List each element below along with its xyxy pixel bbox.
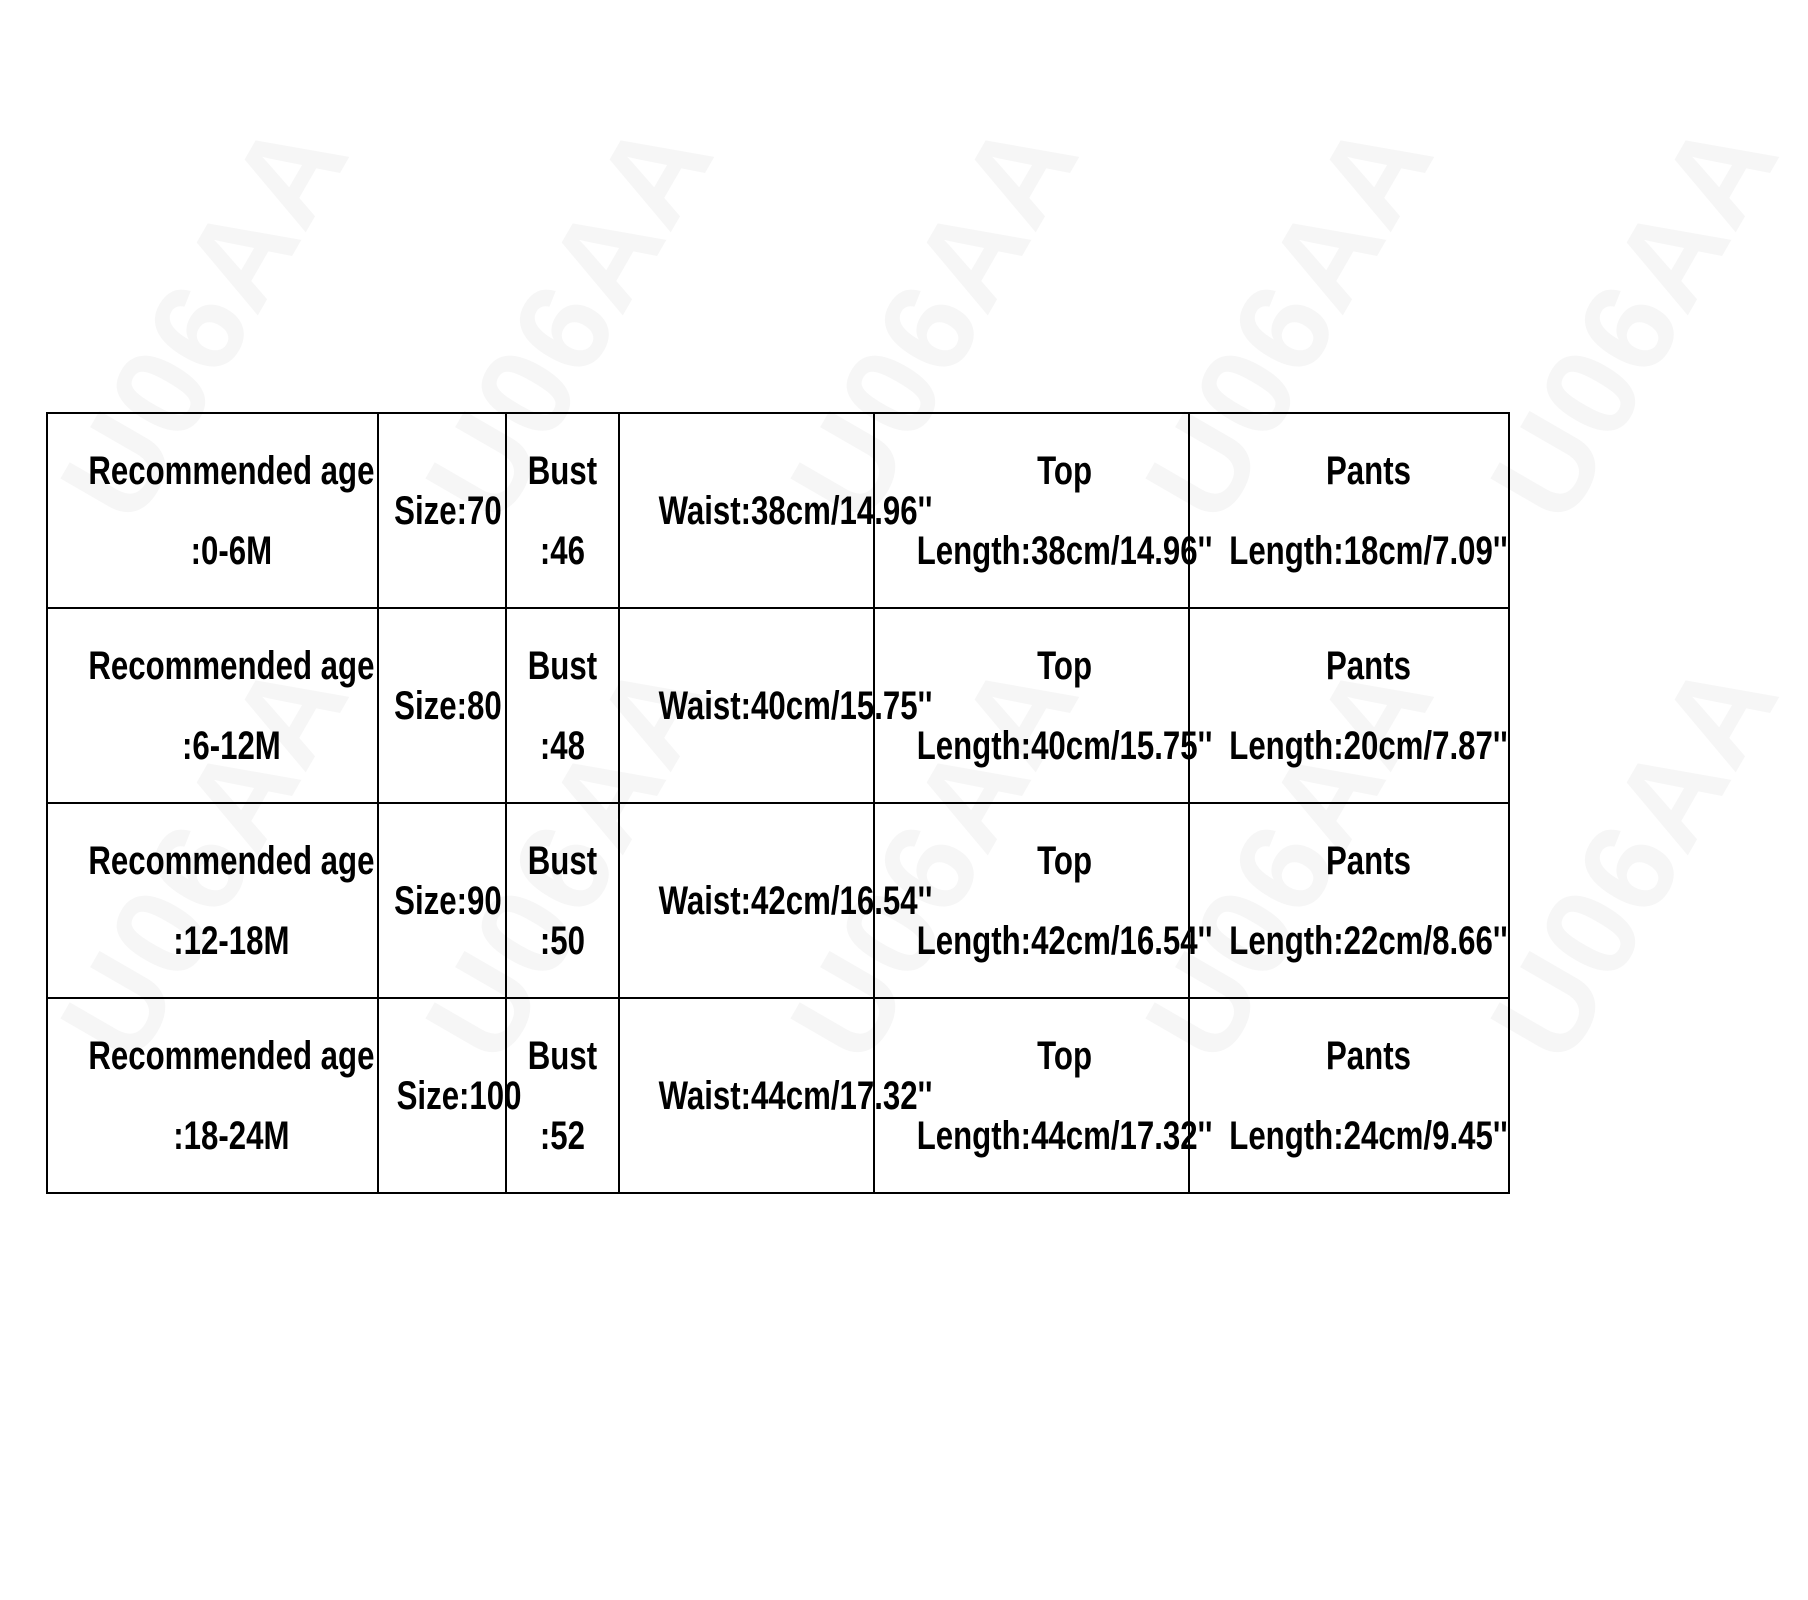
age-value: :12-18M <box>173 918 290 963</box>
age-cell <box>47 998 378 1193</box>
bust-cell <box>506 608 619 803</box>
bust-value: :52 <box>539 1113 586 1158</box>
bust-label: Bust <box>527 643 598 688</box>
size-value: Size:100 <box>396 1073 522 1118</box>
waist-cell <box>619 608 933 803</box>
bust-cell <box>506 998 619 1193</box>
pants-length-value: Length:22cm/8.66'' <box>1229 918 1508 963</box>
age-value: :18-24M <box>173 1113 290 1158</box>
top-label: Top <box>1037 643 1093 688</box>
size-chart-table <box>46 412 1510 1194</box>
table-row <box>47 998 1509 1193</box>
age-cell <box>47 608 378 803</box>
pants-length-cell <box>1189 608 1509 803</box>
size-value: Size:90 <box>394 878 502 923</box>
bust-value: :50 <box>539 918 586 963</box>
age-label: Recommended age <box>88 448 375 493</box>
table-row <box>47 413 1509 608</box>
top-length-cell <box>874 998 1213 1193</box>
bust-value: :46 <box>539 528 586 573</box>
bust-label: Bust <box>527 838 598 883</box>
size-cell <box>378 803 506 998</box>
top-length-value: Length:38cm/14.96'' <box>916 528 1213 573</box>
pants-label: Pants <box>1325 448 1411 493</box>
top-length-cell <box>874 608 1213 803</box>
pants-label: Pants <box>1325 838 1411 883</box>
waist-value: Waist:40cm/15.75'' <box>658 683 933 728</box>
age-value: :0-6M <box>190 528 273 573</box>
bust-label: Bust <box>527 448 598 493</box>
age-cell <box>47 413 378 608</box>
bust-cell <box>506 413 619 608</box>
top-label: Top <box>1037 448 1093 493</box>
pants-length-cell <box>1189 803 1509 998</box>
pants-length-cell <box>1189 413 1509 608</box>
top-length-value: Length:44cm/17.32'' <box>916 1113 1213 1158</box>
top-label: Top <box>1037 1033 1093 1078</box>
waist-value: Waist:42cm/16.54'' <box>658 878 933 923</box>
pants-length-value: Length:18cm/7.09'' <box>1229 528 1508 573</box>
age-cell <box>47 803 378 998</box>
waist-cell <box>619 413 933 608</box>
waist-cell <box>619 803 933 998</box>
waist-value: Waist:38cm/14.96'' <box>658 488 933 533</box>
watermark <box>1460 92 1808 545</box>
age-value: :6-12M <box>181 723 281 768</box>
size-value: Size:80 <box>394 683 502 728</box>
table-row <box>47 803 1509 998</box>
age-label: Recommended age <box>88 838 375 883</box>
waist-value: Waist:44cm/17.32'' <box>658 1073 933 1118</box>
bust-cell <box>506 803 619 998</box>
pants-length-value: Length:20cm/7.87'' <box>1229 723 1508 768</box>
top-length-value: Length:40cm/15.75'' <box>916 723 1213 768</box>
top-length-cell <box>874 803 1213 998</box>
size-cell <box>378 998 522 1193</box>
bust-value: :48 <box>539 723 586 768</box>
size-value: Size:70 <box>394 488 502 533</box>
pants-label: Pants <box>1325 643 1411 688</box>
pants-length-cell <box>1189 998 1509 1193</box>
age-label: Recommended age <box>88 1033 375 1078</box>
pants-length-value: Length:24cm/9.45'' <box>1229 1113 1508 1158</box>
size-cell <box>378 413 506 608</box>
bust-label: Bust <box>527 1033 598 1078</box>
top-label: Top <box>1037 838 1093 883</box>
waist-cell <box>619 998 933 1193</box>
top-length-cell <box>874 413 1213 608</box>
size-cell <box>378 608 506 803</box>
top-length-value: Length:42cm/16.54'' <box>916 918 1213 963</box>
age-label: Recommended age <box>88 643 375 688</box>
table-row <box>47 608 1509 803</box>
size-chart-body <box>47 413 1509 1193</box>
watermark <box>1460 632 1808 1085</box>
pants-label: Pants <box>1325 1033 1411 1078</box>
